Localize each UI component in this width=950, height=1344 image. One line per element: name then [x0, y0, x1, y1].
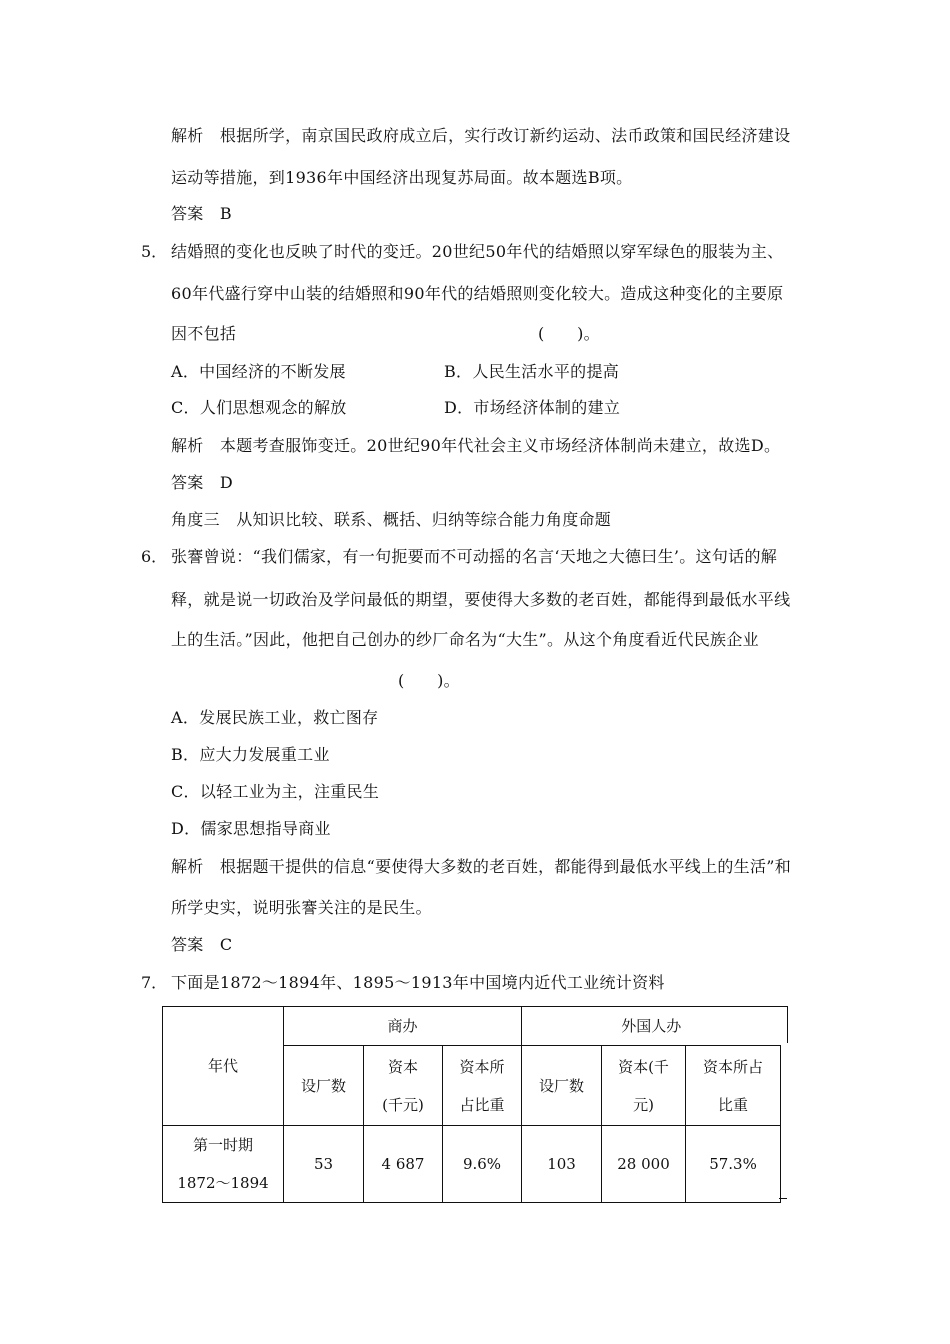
- header-foreign-factories: 设厂数: [522, 1046, 602, 1126]
- q4-analysis-cont: 运动等措施，到1936年中国经济出现复苏局面。故本题选B项。: [171, 168, 633, 187]
- q5-option-a: A．中国经济的不断发展: [171, 362, 346, 381]
- header-merchant-share-line-1: 资本所: [459, 1057, 505, 1076]
- cell-merchant-share: 9.6%: [443, 1126, 522, 1203]
- q6-analysis-cont: 所学史实，说明张謇关注的是民生。: [171, 898, 432, 917]
- q6-option-c: C．以轻工业为主，注重民生: [171, 782, 380, 801]
- q6-answer: 答案 C: [171, 935, 233, 954]
- header-foreign-share: [686, 1046, 781, 1126]
- industry-statistics-table: [162, 1006, 781, 1203]
- table-bottom-tick: [779, 1198, 787, 1199]
- q7-number: 7．: [141, 973, 168, 992]
- header-foreign-share-line-2: 比重: [718, 1095, 749, 1114]
- cell-merchant-capital: 4 687: [364, 1126, 443, 1203]
- q6-option-b: B．应大力发展重工业: [171, 745, 330, 764]
- cell-foreign-share: 57.3%: [686, 1126, 781, 1203]
- header-merchant-capital-line-2: (千元): [382, 1095, 424, 1114]
- q6-stem-line-2: 释，就是说一切政治及学问最低的期望，要使得大多数的老百姓，都能得到最低水平线: [171, 590, 791, 609]
- q5-option-d: D．市场经济体制的建立: [444, 398, 621, 417]
- header-merchant-share: [443, 1046, 522, 1126]
- q5-number: 5．: [141, 242, 168, 261]
- cell-period-line-1: 第一时期: [192, 1136, 253, 1154]
- header-foreign-capital: [602, 1046, 686, 1126]
- q5-option-c: C．人们思想观念的解放: [171, 398, 347, 417]
- header-foreign-capital-line-1: 资本(千: [618, 1057, 669, 1076]
- header-period: 年代: [163, 1007, 284, 1126]
- table-row: [163, 1126, 781, 1203]
- q5-stem-line-2: 60年代盛行穿中山装的结婚照和90年代的结婚照则变化较大。造成这种变化的主要原: [171, 284, 784, 303]
- cell-foreign-factories: 103: [522, 1126, 602, 1203]
- q4-analysis: 解析 根据所学，南京国民政府成立后，实行改订新约运动、法币政策和国民经济建设: [171, 126, 791, 145]
- cell-foreign-capital: 28 000: [602, 1126, 686, 1203]
- q6-stem-line-1: 张謇曾说：“我们儒家，有一句扼要而不可动摇的名言‘天地之大德曰生’。这句话的解: [171, 547, 778, 566]
- table-header-extension: [779, 1006, 788, 1043]
- q5-analysis: 解析 本题考查服饰变迁。20世纪90年代社会主义市场经济体制尚未建立，故选D。: [171, 436, 781, 455]
- cell-merchant-factories: 53: [284, 1126, 364, 1203]
- header-merchant-capital-line-1: 资本: [387, 1057, 418, 1076]
- cell-period-line-2: 1872～1894: [177, 1174, 269, 1192]
- q5-answer: 答案 D: [171, 473, 234, 492]
- q5-stem-line-1: 结婚照的变化也反映了时代的变迁。20世纪50年代的结婚照以穿军绿色的服装为主、: [171, 242, 784, 261]
- q6-option-d: D．儒家思想指导商业: [171, 819, 331, 838]
- q5-stem-line-3: 因不包括: [171, 324, 237, 343]
- header-foreign-capital-line-2: 元): [633, 1095, 654, 1114]
- q6-stem-line-3: 上的生活。”因此，他把自己创办的纱厂命名为“大生”。从这个角度看近代民族企业: [171, 630, 759, 649]
- header-merchant-run: 商办: [284, 1007, 522, 1046]
- q6-answer-bracket: ( )。: [398, 671, 460, 690]
- cell-period: [163, 1126, 284, 1203]
- q5-option-b: B．人民生活水平的提高: [444, 362, 620, 381]
- section-heading: 角度三 从知识比较、联系、概括、归纳等综合能力角度命题: [171, 510, 612, 529]
- q7-stem: 下面是1872～1894年、1895～1913年中国境内近代工业统计资料: [171, 973, 665, 992]
- q5-answer-bracket: ( )。: [538, 324, 600, 343]
- header-foreign-share-line-1: 资本所占: [703, 1057, 764, 1076]
- header-merchant-capital: [364, 1046, 443, 1126]
- q6-number: 6．: [141, 547, 168, 566]
- q6-analysis: 解析 根据题干提供的信息“要使得大多数的老百姓，都能得到最低水平线上的生活”和: [171, 857, 792, 876]
- q4-answer: 答案 B: [171, 204, 232, 223]
- header-merchant-share-line-2: 占比重: [459, 1095, 505, 1114]
- header-foreign-run: 外国人办: [522, 1007, 781, 1046]
- header-merchant-factories: 设厂数: [284, 1046, 364, 1126]
- q6-option-a: A．发展民族工业，救亡图存: [171, 708, 379, 727]
